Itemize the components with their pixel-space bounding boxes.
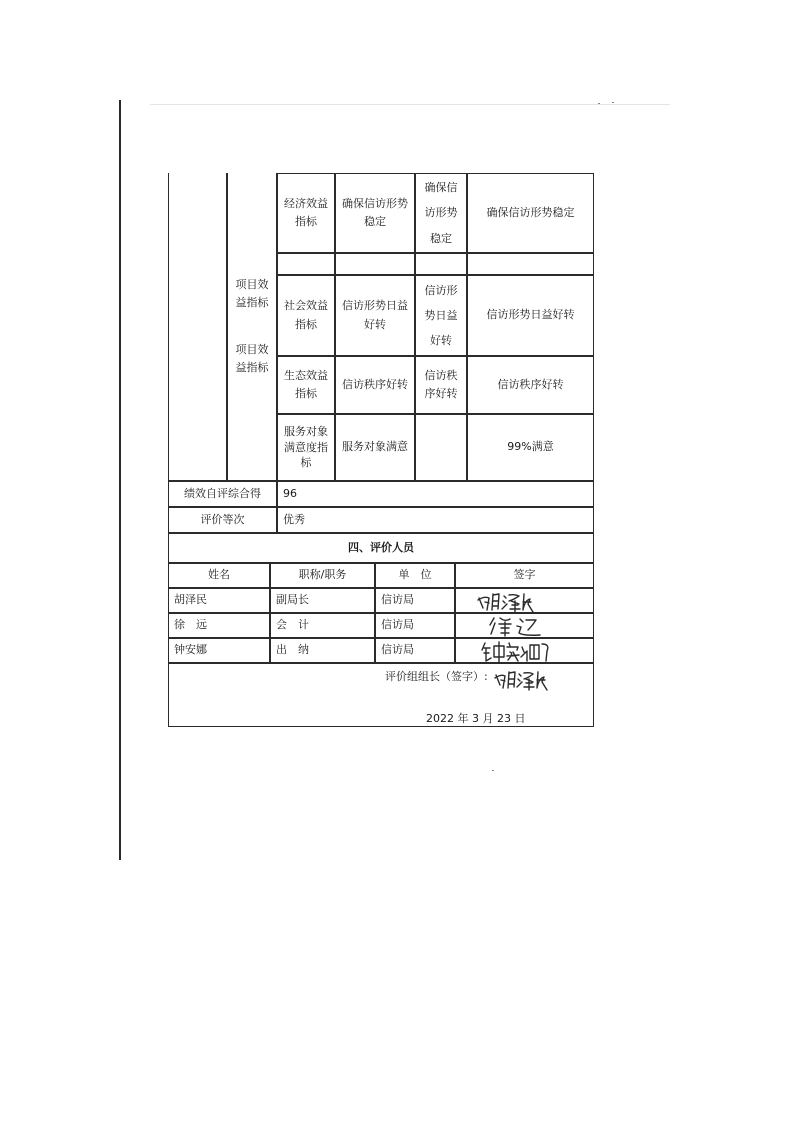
handwritten-signature-hu-zemin	[475, 590, 545, 614]
evaluator-unit-cell	[375, 638, 455, 663]
grade-value: 优秀	[283, 512, 305, 526]
indicator-category-label-repeat: 项目效益指标	[235, 342, 269, 374]
evaluator-name-cell	[168, 588, 270, 613]
result-value: 信访秩序好转	[497, 377, 564, 391]
result-cell	[467, 275, 594, 356]
target-cell	[335, 414, 415, 481]
target-value: 信访秩序好转	[342, 377, 408, 391]
actual-value: 确保信访形势稳定	[424, 181, 458, 245]
result-cell	[467, 414, 594, 481]
evaluator-unit: 信访局	[381, 643, 414, 657]
indicator-name: 社会效益指标	[284, 299, 328, 331]
grade-label-cell	[168, 507, 277, 533]
scan-speck	[612, 102, 614, 103]
signing-date: 2022 年 3 月 23 日	[426, 712, 526, 725]
header-name-cell	[168, 563, 270, 588]
target-cell	[335, 173, 415, 253]
score-value-cell	[277, 481, 594, 507]
target-cell	[335, 275, 415, 356]
indicator-name-cell	[277, 253, 335, 275]
target-value: 服务对象满意	[342, 440, 408, 454]
actual-cell	[415, 356, 467, 414]
scan-top-line	[150, 104, 670, 105]
evaluators-section-title-cell	[168, 533, 594, 563]
actual-value: 信访形势日益好转	[424, 283, 458, 348]
indicator-category-label: 项目效益指标	[235, 278, 269, 310]
evaluator-unit: 信访局	[381, 618, 414, 632]
header-name: 姓名	[208, 568, 230, 582]
handwritten-signature-xu-yuan	[488, 614, 548, 638]
result-cell	[467, 173, 594, 253]
score-value: 96	[283, 486, 297, 500]
actual-cell	[415, 173, 467, 253]
actual-cell	[415, 275, 467, 356]
indicator-name: 经济效益指标	[284, 196, 328, 228]
actual-cell	[415, 414, 467, 481]
evaluator-title: 会 计	[276, 618, 309, 632]
evaluators-section-title: 四、评价人员	[348, 540, 414, 554]
indicator-name-cell	[277, 275, 335, 356]
evaluator-name: 胡泽民	[174, 593, 207, 607]
evaluator-unit-cell	[375, 613, 455, 638]
target-value: 确保信访形势稳定	[342, 196, 408, 228]
target-cell	[335, 356, 415, 414]
header-signature: 签字	[513, 568, 536, 582]
grade-value-cell	[277, 507, 594, 533]
evaluator-title-cell	[270, 638, 375, 663]
handwritten-signature-leader	[493, 668, 555, 692]
header-unit-cell	[375, 563, 455, 588]
indicator-name-cell	[277, 173, 335, 253]
result-value: 99%满意	[507, 440, 554, 454]
scan-speck	[598, 103, 600, 104]
score-label-cell	[168, 481, 277, 507]
evaluator-title: 副局长	[276, 593, 309, 607]
target-cell	[335, 253, 415, 275]
indicator-name-cell	[277, 356, 335, 414]
grade-label: 评价等次	[200, 512, 245, 526]
score-label: 绩效自评综合得	[184, 486, 261, 500]
evaluator-title: 出 纳	[276, 643, 309, 657]
header-unit: 单 位	[398, 568, 432, 582]
handwritten-signature-zhong-anna	[480, 639, 552, 665]
actual-value: 信访秩序好转	[424, 368, 458, 400]
indicator-category-cell	[227, 173, 277, 481]
actual-cell	[415, 253, 467, 275]
indicator-name: 生态效益指标	[284, 368, 328, 400]
evaluator-name-cell	[168, 613, 270, 638]
indicator-name-cell	[277, 414, 335, 481]
indicator-table-blank-cell	[168, 173, 227, 481]
header-title: 职称/职务	[298, 568, 347, 582]
result-cell	[467, 253, 594, 275]
header-signature-cell	[455, 563, 594, 588]
result-value: 信访形势日益好转	[486, 308, 575, 322]
evaluator-unit: 信访局	[381, 593, 414, 607]
scan-speck	[492, 770, 494, 771]
evaluator-name: 钟安娜	[174, 643, 207, 657]
evaluator-unit-cell	[375, 588, 455, 613]
target-value: 信访形势日益好转	[342, 299, 408, 331]
evaluator-name-cell	[168, 638, 270, 663]
evaluator-name: 徐 远	[174, 618, 207, 632]
leader-signature-label: 评价组组长（签字）:	[385, 670, 488, 683]
evaluator-title-cell	[270, 588, 375, 613]
evaluator-title-cell	[270, 613, 375, 638]
indicator-name: 服务对象满意度指标	[284, 425, 328, 470]
header-title-cell	[270, 563, 375, 588]
result-cell	[467, 356, 594, 414]
result-value: 确保信访形势稳定	[486, 205, 575, 219]
scan-edge-line	[119, 100, 121, 860]
